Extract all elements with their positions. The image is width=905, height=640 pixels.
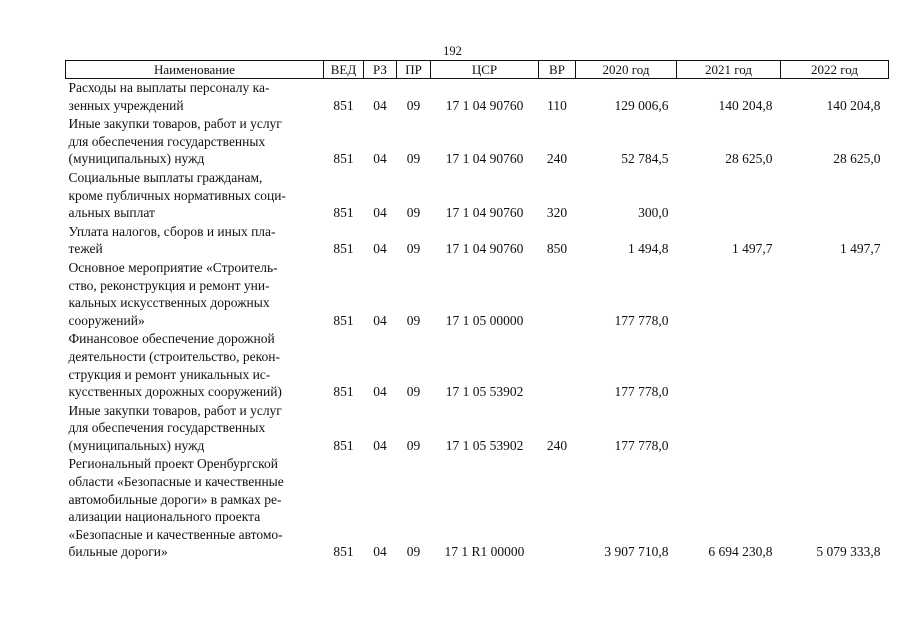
- row-ved: 851: [333, 384, 354, 400]
- row-rz: 04: [373, 544, 387, 560]
- row-pr: 09: [406, 437, 421, 453]
- row-amount-2022: [781, 330, 889, 401]
- row-name-line: (муниципальных) нужд: [68, 437, 205, 453]
- row-amount-2020: 129 006,6: [614, 97, 669, 113]
- row-vr: 850: [546, 241, 568, 257]
- row-amount-2020: 52 784,5: [621, 151, 669, 167]
- budget-table: [65, 60, 889, 562]
- row-amount-2020: 177 778,0: [614, 437, 669, 453]
- table-row: [66, 79, 889, 116]
- row-amount-2022: [781, 402, 889, 456]
- row-pr: 09: [406, 312, 421, 328]
- header-pr: ПР: [397, 61, 431, 79]
- row-name-line: для обеспечения государственных: [68, 420, 266, 436]
- row-name: [66, 79, 324, 116]
- row-amount-2021: 28 625,0: [725, 151, 773, 167]
- row-amount-2021: [677, 330, 781, 401]
- row-name-line: для обеспечения государственных: [68, 133, 266, 149]
- row-pr: 09: [406, 241, 421, 257]
- row-vr: 240: [546, 437, 568, 453]
- row-amount-2021: [677, 259, 781, 330]
- row-pr: 09: [406, 544, 421, 560]
- row-ved: 851: [333, 544, 354, 560]
- table-row: [66, 402, 889, 456]
- row-ved: 851: [333, 151, 354, 167]
- row-rz: 04: [373, 384, 387, 400]
- row-name-line: деятельности (строительство, рекон-: [68, 348, 280, 364]
- row-pr: 09: [406, 97, 421, 113]
- row-amount-2022: 5 079 333,8: [816, 544, 881, 560]
- row-name-line: зенных учреждений: [68, 97, 184, 113]
- row-csr: 17 1 04 90760: [445, 241, 524, 257]
- row-name-line: Иные закупки товаров, работ и услуг: [68, 116, 282, 132]
- row-amount-2021: 1 497,7: [732, 241, 773, 257]
- table-row: [66, 169, 889, 223]
- page-number: 192: [443, 44, 462, 58]
- row-csr: 17 1 05 00000: [445, 312, 524, 328]
- row-amount-2022: [781, 259, 889, 330]
- header-ved: ВЕД: [324, 61, 364, 79]
- row-name-line: альных выплат: [68, 205, 155, 221]
- row-amount-2022: 1 497,7: [840, 241, 881, 257]
- row-pr: 09: [406, 151, 421, 167]
- row-ved: 851: [333, 241, 354, 257]
- table-row: [66, 330, 889, 401]
- row-rz: 04: [373, 97, 387, 113]
- row-amount-2022: [781, 169, 889, 223]
- row-csr: 17 1 04 90760: [445, 151, 524, 167]
- table-body: [66, 79, 889, 563]
- table-row: [66, 223, 889, 259]
- row-csr: 17 1 04 90760: [445, 205, 524, 221]
- row-name: [66, 330, 324, 401]
- row-amount-2021: [677, 169, 781, 223]
- row-amount-2020: 3 907 710,8: [604, 544, 669, 560]
- row-name-line: Иные закупки товаров, работ и услуг: [68, 402, 282, 418]
- row-name-line: ство, реконструкция и ремонт уни-: [68, 277, 270, 293]
- row-ved: 851: [333, 312, 354, 328]
- row-name-line: бильные дороги»: [68, 544, 168, 560]
- row-amount-2022: 28 625,0: [833, 151, 881, 167]
- row-name: [66, 402, 324, 456]
- header-name: Наименование: [66, 61, 324, 79]
- row-amount-2021: 140 204,8: [718, 97, 773, 113]
- row-amount-2020: 1 494,8: [628, 241, 669, 257]
- row-amount-2021: 6 694 230,8: [708, 544, 773, 560]
- row-amount-2022: 140 204,8: [826, 97, 881, 113]
- row-name-line: сооружений»: [68, 312, 145, 328]
- row-name-line: Региональный проект Оренбургской: [68, 456, 278, 472]
- row-vr: [539, 259, 576, 330]
- header-2020: 2020 год: [576, 61, 677, 79]
- row-name: [66, 455, 324, 562]
- header-vr: ВР: [539, 61, 576, 79]
- table-row: [66, 115, 889, 169]
- row-rz: 04: [373, 437, 387, 453]
- header-row: [66, 61, 889, 79]
- row-name-line: Финансовое обеспечение дорожной: [68, 331, 275, 347]
- header-2022: 2022 год: [781, 61, 889, 79]
- row-name-line: Основное мероприятие «Строитель-: [68, 259, 278, 275]
- row-name: [66, 223, 324, 259]
- header-rz: РЗ: [364, 61, 397, 79]
- row-pr: 09: [406, 205, 421, 221]
- row-csr: 17 1 05 53902: [445, 437, 524, 453]
- row-name-line: струкция и ремонт уникальных ис-: [68, 366, 271, 382]
- row-vr: 110: [547, 97, 567, 113]
- row-name-line: Социальные выплаты гражданам,: [68, 169, 263, 185]
- row-name-line: ализации национального проекта: [68, 509, 261, 525]
- row-vr: 320: [546, 205, 568, 221]
- header-2021: 2021 год: [677, 61, 781, 79]
- row-name-line: Расходы на выплаты персоналу ка-: [68, 80, 270, 95]
- row-amount-2020: 300,0: [638, 205, 669, 221]
- row-csr: 17 1 05 53902: [445, 384, 524, 400]
- row-rz: 04: [373, 205, 387, 221]
- row-rz: 04: [373, 151, 387, 167]
- row-amount-2020: 177 778,0: [614, 384, 669, 400]
- table-header: [66, 61, 889, 79]
- row-rz: 04: [373, 312, 387, 328]
- row-ved: 851: [333, 205, 354, 221]
- row-name-line: «Безопасные и качественные автомо-: [68, 526, 283, 542]
- row-name: [66, 115, 324, 169]
- row-name-line: области «Безопасные и качественные: [68, 474, 284, 490]
- row-ved: 851: [333, 97, 354, 113]
- row-amount-2020: 177 778,0: [614, 312, 669, 328]
- row-vr: [539, 330, 576, 401]
- header-csr: ЦСР: [431, 61, 539, 79]
- row-amount-2021: [677, 402, 781, 456]
- row-name-line: кроме публичных нормативных соци-: [68, 187, 286, 203]
- row-name-line: тежей: [68, 241, 103, 257]
- row-name-line: автомобильные дороги» в рамках ре-: [68, 491, 282, 507]
- row-csr: 17 1 R1 00000: [444, 544, 525, 560]
- row-name-line: Уплата налогов, сборов и иных пла-: [68, 223, 276, 239]
- row-name: [66, 259, 324, 330]
- row-name-line: кальных искусственных дорожных: [68, 295, 270, 311]
- row-csr: 17 1 04 90760: [445, 97, 524, 113]
- row-rz: 04: [373, 241, 387, 257]
- table-row: [66, 259, 889, 330]
- row-vr: 240: [546, 151, 568, 167]
- row-name-line: кусственных дорожных сооружений): [68, 384, 282, 400]
- row-vr: [539, 455, 576, 562]
- row-ved: 851: [333, 437, 354, 453]
- row-pr: 09: [406, 384, 421, 400]
- table-row: [66, 455, 889, 562]
- row-name-line: (муниципальных) нужд: [68, 151, 205, 167]
- row-name: [66, 169, 324, 223]
